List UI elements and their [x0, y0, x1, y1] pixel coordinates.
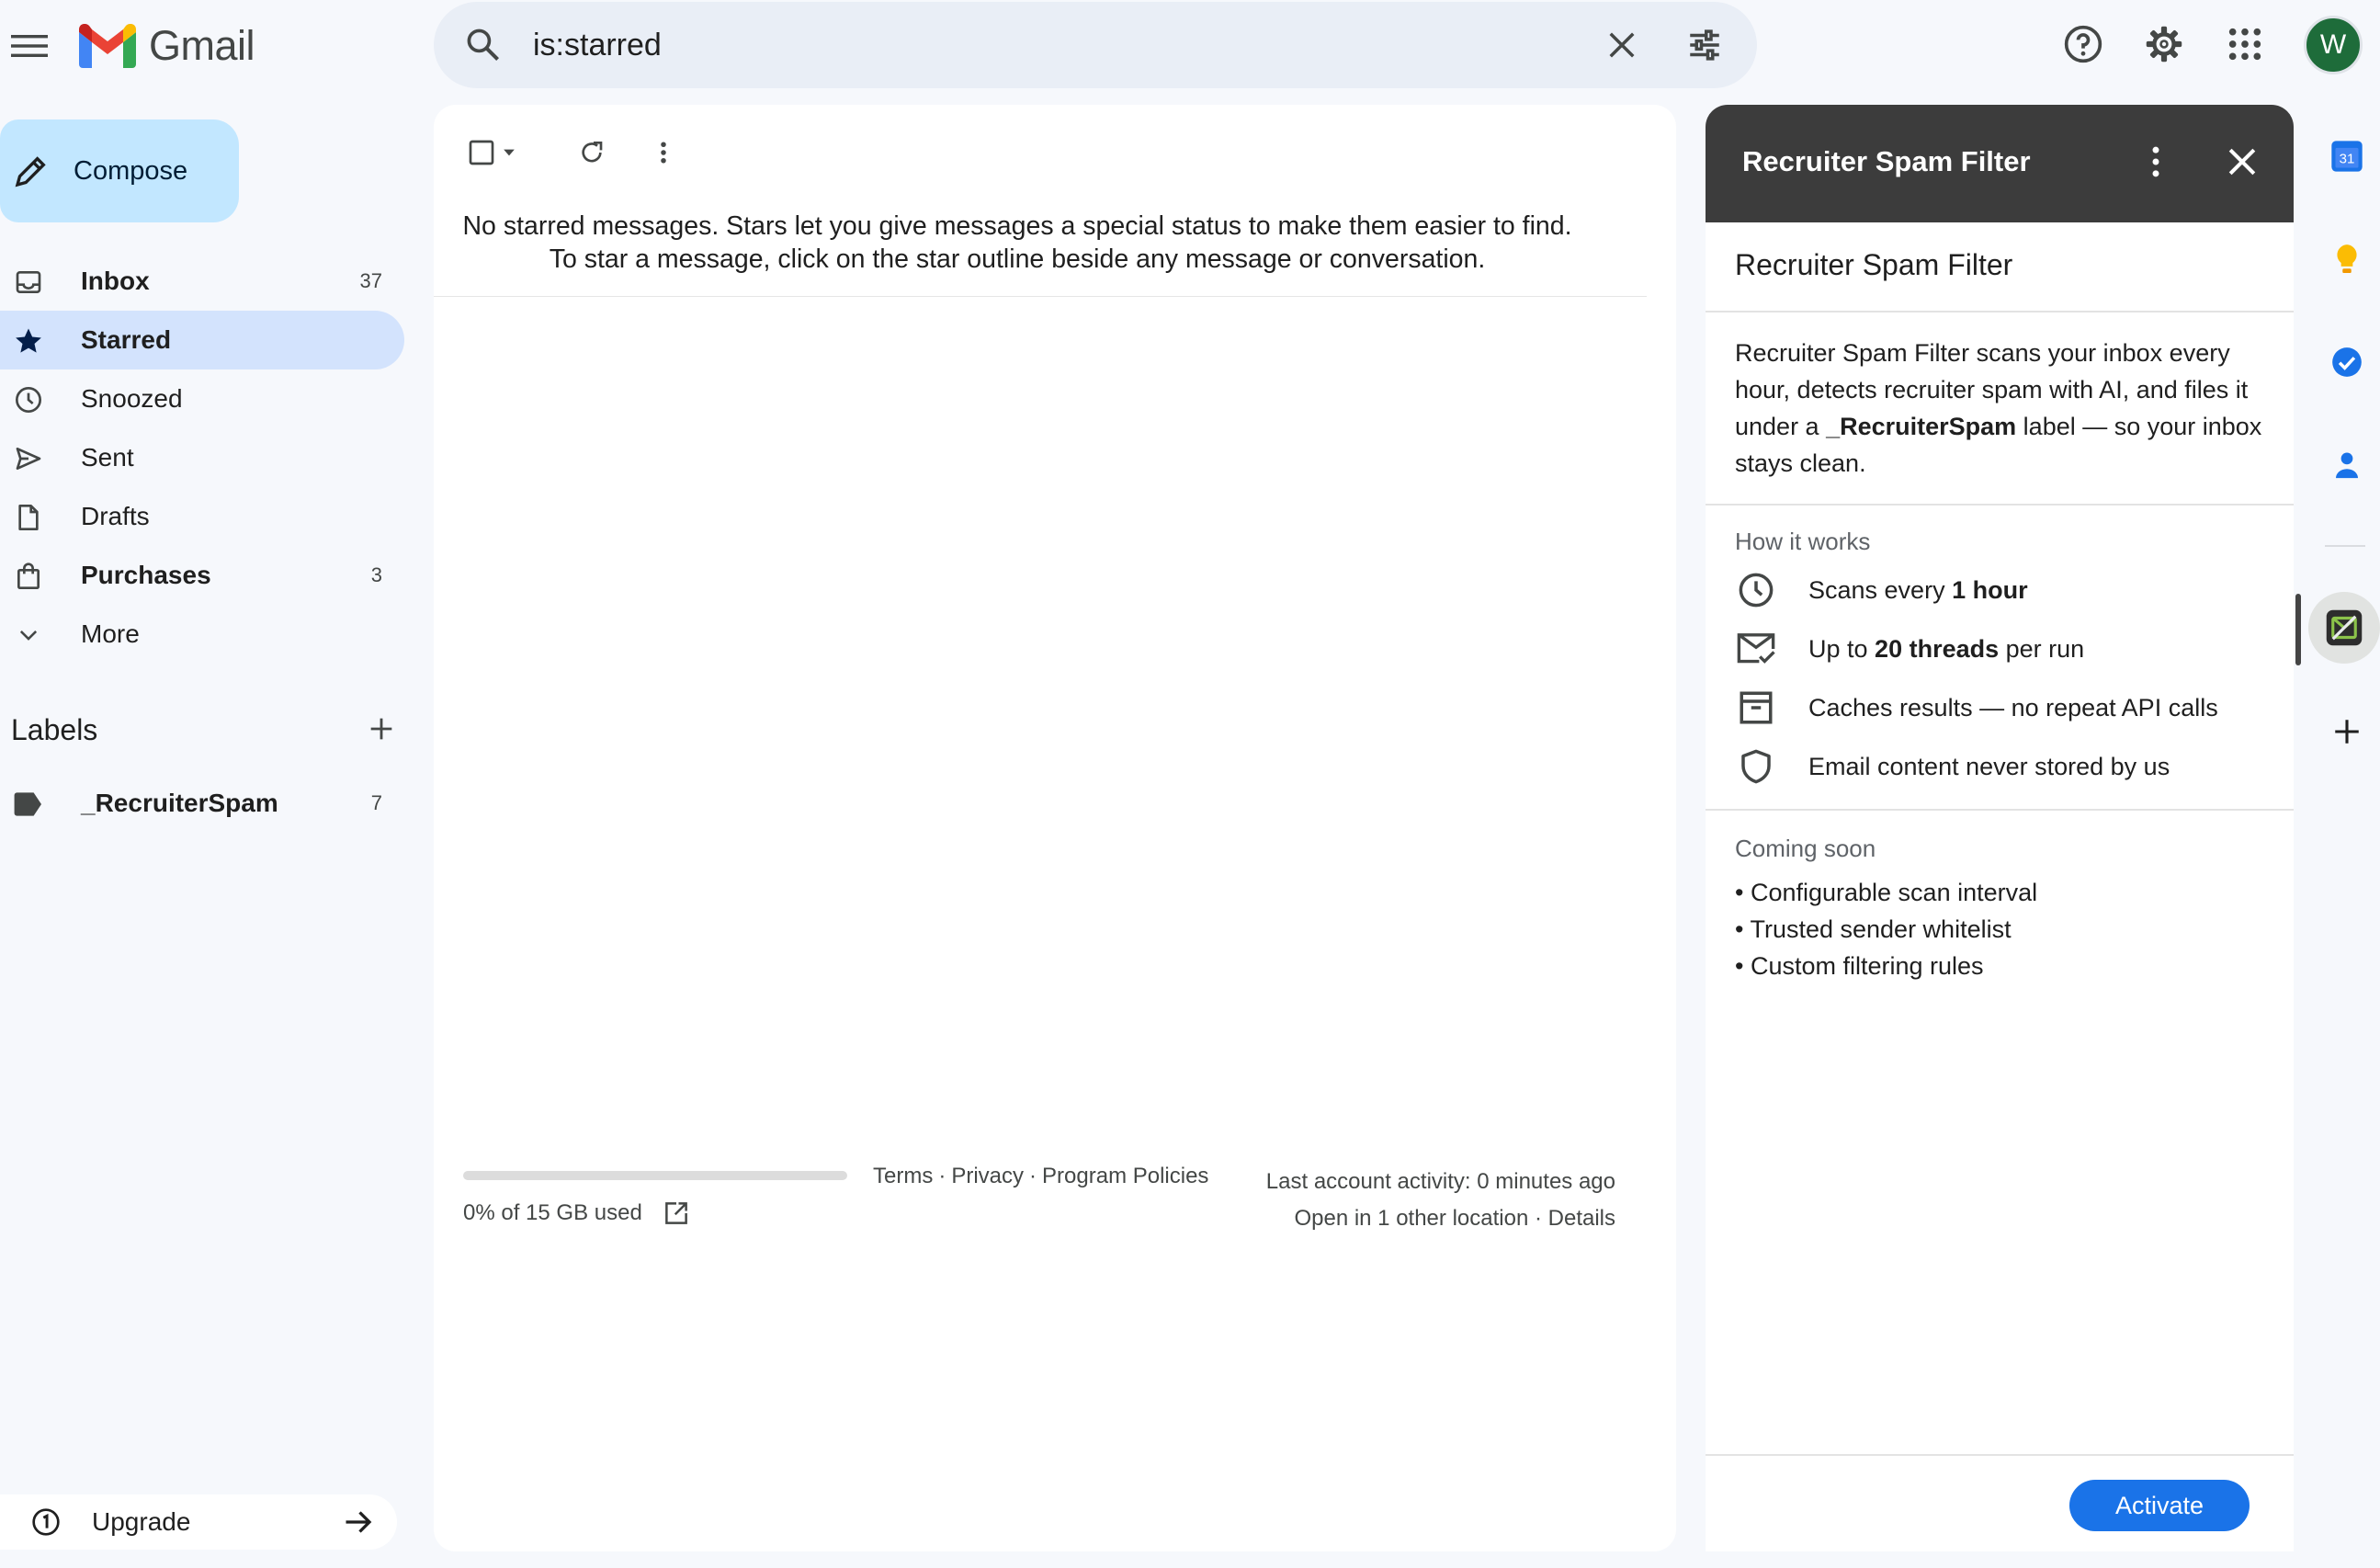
plus-icon [366, 713, 397, 744]
how-it-works-title: How it works [1735, 528, 1871, 555]
details-link[interactable]: Details [1547, 1206, 1615, 1231]
inbox-icon [14, 267, 43, 297]
clock-icon [1737, 571, 1775, 609]
description-text: label — so your inbox stays clean. [1735, 413, 2262, 477]
sidebar-item-label: Snoozed [81, 384, 183, 413]
panel-description [1735, 335, 2268, 482]
unread-count: 3 [370, 563, 382, 586]
panel-header-title: Recruiter Spam Filter [1742, 145, 2031, 177]
divider [1706, 504, 2294, 506]
account-activity [1266, 1164, 1615, 1237]
apps-grid-icon [2227, 26, 2263, 62]
last-activity-text: Last account activity: 0 minutes ago [1265, 1169, 1615, 1194]
description-label-name: _RecruiterSpam [1826, 413, 2017, 440]
how-it-works-item [1735, 680, 2268, 735]
sidebar-item-label: _RecruiterSpam [81, 789, 278, 817]
pencil-icon [13, 153, 50, 189]
refresh-button[interactable] [572, 132, 612, 173]
more-vert-icon [650, 139, 677, 166]
draft-icon [14, 503, 43, 532]
divider [2325, 545, 2365, 547]
sidebar-item-snoozed[interactable] [0, 369, 404, 428]
storage-usage [463, 1199, 690, 1227]
sidebar-item-label: Purchases [81, 561, 211, 589]
footer-links [873, 1164, 1208, 1189]
search-input[interactable] [533, 24, 1544, 66]
sidebar-item-label: More [81, 619, 140, 648]
sidebar-item-inbox[interactable] [0, 252, 404, 311]
lightbulb-icon [2329, 241, 2364, 278]
how-item-text: Email content never stored by us [1808, 752, 2170, 780]
storage-progress-bar [463, 1171, 847, 1180]
divider [1706, 809, 2294, 811]
settings-button[interactable] [2142, 22, 2186, 66]
refresh-icon [577, 138, 606, 167]
coming-soon-item: • Configurable scan interval [1735, 879, 2038, 906]
compose-button[interactable] [0, 119, 239, 222]
unread-count: 37 [359, 269, 382, 292]
contacts-person-icon [2331, 448, 2363, 483]
close-icon [2222, 142, 2262, 182]
separator: · [938, 1164, 946, 1188]
create-label-button[interactable] [366, 713, 397, 744]
active-addon-indicator [2295, 594, 2301, 665]
caret-down-icon [500, 143, 518, 162]
tasks-check-icon [2329, 345, 2364, 380]
separator: · [1029, 1164, 1037, 1188]
how-it-works-item [1735, 621, 2268, 676]
how-item-text: Up to [1808, 634, 1876, 663]
how-item-highlight: 1 hour [1952, 575, 2028, 604]
sidebar-item-drafts[interactable] [0, 487, 404, 546]
storage-usage-text: 0% of 15 GB used [463, 1200, 642, 1225]
help-icon [2063, 24, 2103, 64]
clock-icon [14, 385, 43, 415]
calendar-icon [2329, 138, 2365, 175]
empty-state-message: No starred messages. Stars let you give messages a special status to make them easier to find. To star a message, click on the star outline beside any message or conversation. [462, 211, 1572, 274]
plus-icon [2331, 716, 2363, 747]
shield-icon [1737, 747, 1775, 786]
upgrade-label: Upgrade [92, 1507, 191, 1536]
calendar-day: 31 [2339, 151, 2355, 167]
tune-icon [1685, 26, 1724, 64]
get-addons-button[interactable] [2325, 710, 2369, 754]
panel-more-button[interactable] [2136, 142, 2176, 182]
how-it-works-item [1735, 739, 2268, 794]
divider [1706, 311, 2294, 312]
more-vert-icon [2136, 142, 2176, 182]
star-icon [13, 325, 44, 357]
panel-close-button[interactable] [2222, 142, 2262, 182]
chevron-down-icon [16, 622, 41, 648]
other-location-text: Open in 1 other location [1294, 1206, 1529, 1231]
upgrade-badge-icon [31, 1507, 61, 1537]
how-item-highlight: 20 threads [1875, 634, 2000, 663]
app-name: Gmail [149, 22, 255, 69]
shopping-bag-icon [14, 562, 43, 591]
addon-side-panel [1706, 105, 2294, 1551]
message-list-pane [434, 105, 1676, 1551]
sidebar-item-label-recruiterspam[interactable] [0, 774, 404, 833]
description-text: Recruiter Spam Filter scans your inbox every hour, detects recruiter spam with AI, and files it under a [1735, 339, 2249, 440]
sidebar-item-purchases[interactable] [0, 546, 404, 605]
search-options-button[interactable] [1685, 26, 1724, 64]
how-it-works-item [1735, 562, 2268, 618]
panel-header [1706, 105, 2294, 222]
divider [434, 296, 1647, 297]
archive-icon [1737, 688, 1775, 727]
sidebar-item-label: Inbox [81, 267, 150, 295]
sidebar-item-label: Drafts [81, 502, 150, 530]
activate-button[interactable]: Activate [2069, 1480, 2250, 1531]
sidebar-nav [0, 252, 404, 664]
select-options-dropdown[interactable] [491, 132, 527, 173]
divider [1706, 1454, 2294, 1456]
addon-filter-icon [2325, 608, 2363, 647]
gmail-logo[interactable] [79, 22, 255, 70]
how-item-text: Scans every [1808, 575, 1953, 604]
labels-title: Labels [11, 713, 98, 746]
sidebar-item-starred[interactable] [0, 311, 404, 369]
sidebar-item-more[interactable] [0, 605, 404, 664]
compose-label: Compose [74, 155, 188, 186]
clear-search-button[interactable] [1603, 26, 1641, 64]
main-menu-button[interactable] [9, 26, 50, 66]
gear-icon [2144, 24, 2184, 64]
coming-soon-item: • Trusted sender whitelist [1735, 915, 2012, 943]
tasks-app-button[interactable] [2325, 340, 2369, 384]
avatar[interactable]: W [2304, 16, 2363, 74]
privacy-link[interactable]: Privacy [951, 1164, 1025, 1188]
search-button[interactable] [463, 25, 504, 65]
labels-header [11, 713, 397, 750]
close-icon [1603, 26, 1641, 64]
how-item-text: per run [1999, 634, 2085, 663]
help-button[interactable] [2061, 22, 2105, 66]
coming-soon-title: Coming soon [1735, 835, 1876, 862]
sidebar-item-label: Sent [81, 443, 134, 472]
panel-subtitle: Recruiter Spam Filter [1735, 248, 2013, 281]
sidebar-item-label: Starred [81, 325, 172, 354]
send-icon [14, 444, 43, 473]
how-item-text: Caches results — no repeat API calls [1808, 693, 2218, 722]
separator: · [1534, 1206, 1542, 1231]
keep-app-button[interactable] [2325, 237, 2369, 281]
unread-count: 7 [370, 791, 382, 814]
hamburger-icon [11, 32, 48, 60]
search-icon [463, 25, 504, 65]
recruiter-spam-filter-addon-button[interactable] [2322, 606, 2366, 650]
label-tag-icon [13, 791, 44, 817]
contacts-app-button[interactable] [2325, 443, 2369, 487]
search-bar [434, 2, 1757, 88]
open-in-new-icon[interactable] [663, 1199, 690, 1227]
program-policies-link[interactable]: Program Policies [1042, 1164, 1209, 1188]
more-actions-button[interactable] [643, 132, 684, 173]
coming-soon-item: • Custom filtering rules [1735, 952, 1984, 980]
gmail-m-icon [79, 24, 136, 68]
calendar-app-button[interactable] [2325, 134, 2369, 178]
apps-button[interactable] [2223, 22, 2267, 66]
upgrade-button[interactable] [0, 1494, 397, 1550]
terms-link[interactable]: Terms [873, 1164, 934, 1188]
arrow-right-icon [342, 1506, 375, 1539]
mail-check-icon [1736, 631, 1776, 667]
sidebar-item-sent[interactable] [0, 428, 404, 487]
